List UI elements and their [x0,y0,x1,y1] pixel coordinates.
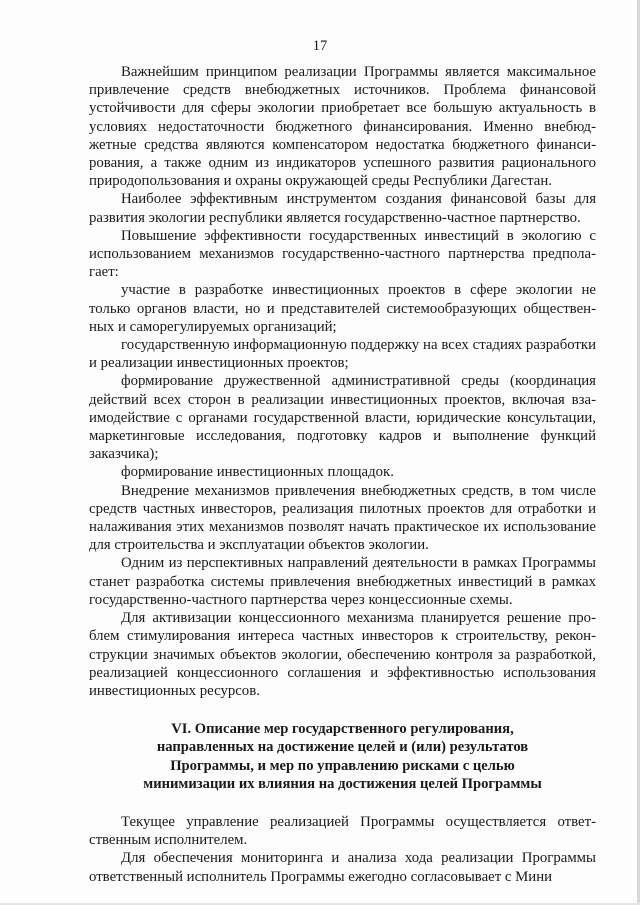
document-body [89,63,596,886]
paragraph-principle: Важнейшим принципом реализации Программы является максимальное привлечение средств внебюджетных источников. Проблема финансовой устойчивости для сферы экологии приобретает все большую актуальность в условиях недостаточности бюджетного финансирования. Именно внебюджетные средства являются компенсатором недостатка бюджетного финансирования, а также одним из индикаторов успешного развития рационального природопользования и охраны окружающей среды Республики Дагестан. [89,64,596,190]
paragraph-concession: Для активизации концессионного механизма планируется решение проблем стимулирования интереса частных инвесторов к строительству, реконструкции значимых объектов экологии, обеспечению контроля за разработкой, реализацией концессионного соглашения и эффективностью использования инвестиционных ресурсов. [89,610,596,699]
list-item-investment-sites: формирование инвестиционных площадок. [121,464,394,481]
paragraph-efficiency: Повышение эффективности государственных инвестиций в экологию с использованием механизмов государственно-частного партнерства предполагает: [89,227,596,281]
page-number: 17 [312,38,328,54]
list-item-admin-environment: формирование дружественной административной среды (координация действий всех сторон в реализации инвестиционных проектов, включая взаимодействие с органами государственной власти, юридические консультации, маркетинговые исследования, подготовку кадров и выполнение функций заказчика); [89,373,596,463]
paragraph-implementation: Внедрение механизмов привлечения внебюджетных средств, в том числе средств частных инвесторов, реализация пилотных проектов для отработки и налаживания этих механизмов позволят начать практическое их использование для строительства и эксплуатации объектов экологии. [89,482,596,554]
list-item-info-support: государственную информационную поддержку на всех стадиях разработки и реализации инвестиционных проектов; [89,337,596,372]
paragraph-prospective: Одним из перспективных направлений деятельности в рамках Программы станет разработка системы привлечения внебюджетных инвестиций в рамках государственно-частного партнерства через концессионные схемы. [89,555,596,608]
section-heading-line: направленных на достижение целей и (или) результатов [156,739,529,756]
paragraph-monitoring: Для обеспечения мониторинга и анализа хода реализации Программы ответственный исполнитель Программы ежегодно согласовывает с Мини [89,850,596,885]
section-heading [89,720,596,793]
list-item-participation: участие в разработке инвестиционных проектов в сфере экологии не только органов власти, но и представителей системообразующих общественных и саморегулируемых организаций; [89,282,596,335]
section-heading-line: Программы, и мер по управлению рисками с целью [170,757,515,774]
paragraph-current-management: Текущее управление реализацией Программы осуществляется ответственным исполнителем. [89,813,596,849]
section-heading-line: минимизации их влияния на достижения целей Программы [143,775,542,792]
section-heading-line: VI. Описание мер государственного регулирования, [171,721,514,738]
paragraph-instrument: Наиболее эффективным инструментом создания финансовой базы для развития экологии республики является государственно-частное партнерство. [89,191,596,226]
